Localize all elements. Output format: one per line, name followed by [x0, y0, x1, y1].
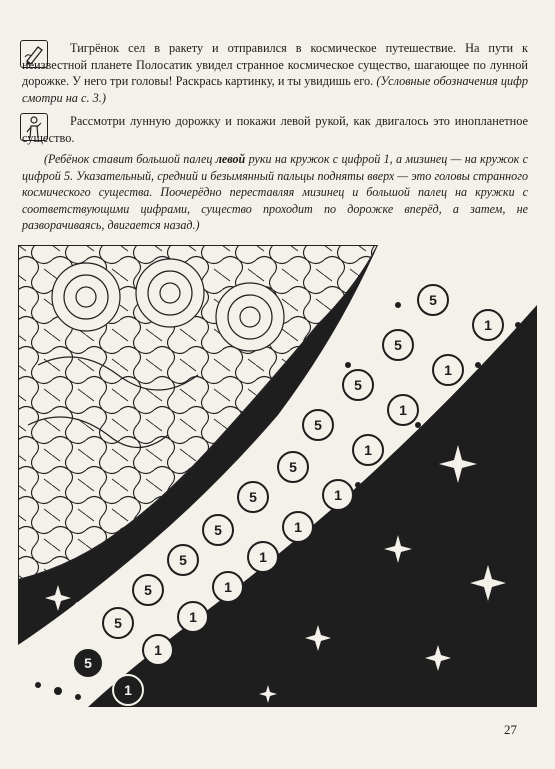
path-circle-5: [278, 452, 308, 482]
path-circle-label: 1: [484, 317, 492, 333]
path-circle-label: 5: [289, 459, 297, 475]
path-circle-label: 1: [444, 362, 452, 378]
path-circle-label: 1: [294, 519, 302, 535]
parent-instruction: [22, 151, 528, 234]
task1-text: Тигрёнок сел в ракету и отправился в космическое путешествие. На пути к неизвестной планете Полосатик увидел странное космическое существо, шагающее по лунной дорожке. У него три головы! Раскрась картинку, и ты увидишь его.: [22, 41, 528, 89]
path-circle-1: [248, 542, 278, 572]
path-circle-label: 5: [429, 292, 437, 308]
path-circle-label: 1: [124, 682, 132, 698]
path-circle-label: 1: [224, 579, 232, 595]
path-circle-label: 5: [144, 582, 152, 598]
path-circle-label: 1: [399, 402, 407, 418]
path-circle-5: [418, 285, 448, 315]
path-circle-1: [473, 310, 503, 340]
path-circle-5: [73, 648, 103, 678]
path-circle-1: [143, 635, 173, 665]
path-circle-label: 5: [179, 552, 187, 568]
path-circle-1: [113, 675, 143, 705]
path-circle-1: [323, 480, 353, 510]
path-circle-5: [383, 330, 413, 360]
path-circle-5: [303, 410, 333, 440]
task1-note: (Условные обозначения цифр смотри на с. 3.): [22, 74, 528, 105]
path-circle-label: 5: [214, 522, 222, 538]
instruction-part-a: (Ребёнок ставит большой палец: [44, 152, 216, 166]
page-number: 27: [504, 722, 517, 737]
path-circle-label: 5: [394, 337, 402, 353]
path-circle-label: 5: [314, 417, 322, 433]
path-circle-5: [343, 370, 373, 400]
path-circle-label: 1: [364, 442, 372, 458]
moon-path-illustration: [18, 245, 537, 707]
path-circle-1: [388, 395, 418, 425]
path-circle-5: [238, 482, 268, 512]
path-circle-label: 1: [259, 549, 267, 565]
path-circle-1: [283, 512, 313, 542]
path-circle-label: 5: [114, 615, 122, 631]
path-circle-5: [103, 608, 133, 638]
path-circle-5: [133, 575, 163, 605]
path-circle-5: [168, 545, 198, 575]
instruction-part-b: руки на кружок с цифрой 1, а мизинец — на кружок с цифрой 5. Указательный, средний и безымянный пальцы подняты вверх — это головы странного космического существа. Поочерёдно переставляя мизинец и большой палец на кружки с соответствующими цифрами, существо проходит по дорожке вперёд, а затем, не разворачиваясь, двигается назад.): [22, 152, 529, 232]
task1-paragraph: [22, 40, 528, 106]
path-circle-1: [433, 355, 463, 385]
path-circle-label: 1: [154, 642, 162, 658]
path-circle-1: [213, 572, 243, 602]
task2-text: Рассмотри лунную дорожку и покажи левой рукой, как двигалось это инопланетное существо.: [22, 114, 528, 145]
path-circle-label: 1: [334, 487, 342, 503]
path-circle-label: 1: [189, 609, 197, 625]
instruction-bold-word: левой: [215, 152, 246, 166]
path-circle-1: [353, 435, 383, 465]
path-circle-label: 5: [249, 489, 257, 505]
path-circle-label: 5: [354, 377, 362, 393]
path-circle-1: [178, 602, 208, 632]
path-circle-5: [203, 515, 233, 545]
path-circle-label: 5: [84, 655, 92, 671]
task2-paragraph: [22, 113, 528, 146]
